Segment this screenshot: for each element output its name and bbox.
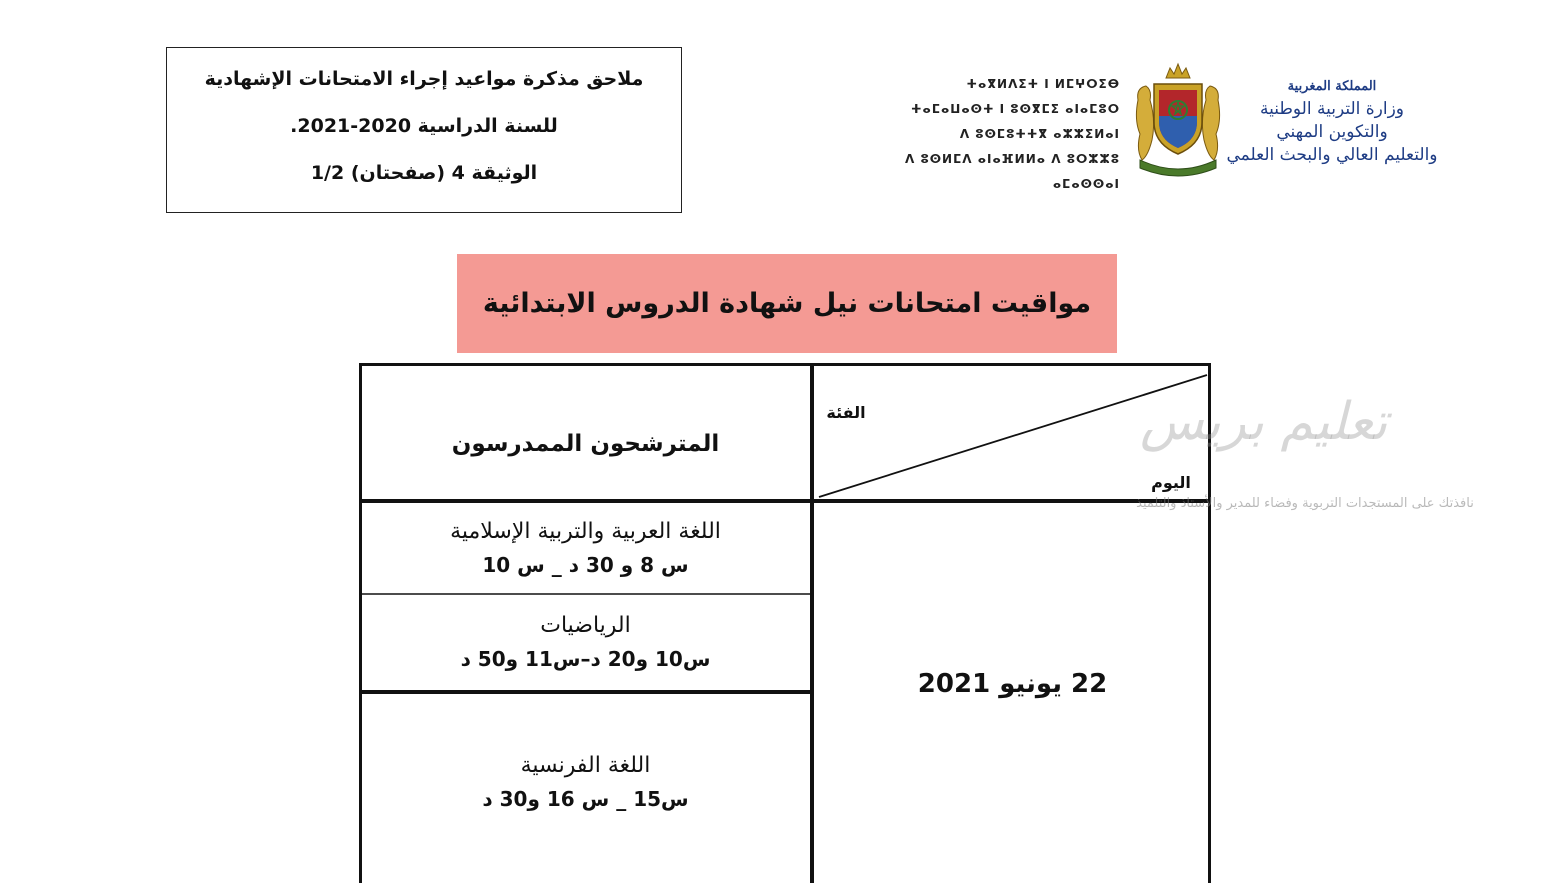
ministry-arabic <box>1212 76 1452 167</box>
subject-name: اللغة الفرنسية <box>359 749 812 783</box>
page-title: مواقيت امتحانات نيل شهادة الدروس الابتدائية <box>457 254 1117 353</box>
watermark-tagline: نافذتك على المستجدات التربوية وفضاء للمدير والأستاذ والتلميذ <box>1110 496 1500 511</box>
annex-title: ملاحق مذكرة مواعيد إجراء الامتحانات الإشهادية <box>167 56 681 103</box>
subject-time: س10 و20 د–س11 و50 د <box>359 643 812 675</box>
tifinagh-line-3: ⴷ ⵓⵙⵎⵓⵜⵜⴳ ⴰⵣⵣⵉⵍⴰⵏ <box>880 122 1120 147</box>
coat-of-arms-icon <box>1132 60 1224 178</box>
ministry-tifinagh <box>880 72 1120 197</box>
ministry-line-3: والتعليم العالي والبحث العلمي <box>1212 144 1452 167</box>
annex-box <box>166 47 682 213</box>
subject-name: الرياضيات <box>359 609 812 643</box>
header-day: اليوم <box>1141 473 1201 492</box>
table-row <box>359 749 812 815</box>
kingdom-name: المملكة المغربية <box>1212 76 1452 98</box>
subject-name: اللغة العربية والتربية الإسلامية <box>359 515 812 549</box>
watermark-logo: تعليم بريس <box>1140 392 1388 452</box>
annex-school-year: للسنة الدراسية 2020-2021. <box>167 103 681 150</box>
table-row <box>359 609 812 675</box>
tifinagh-line-4: ⴷ ⵓⵙⵍⵎⴷ ⴰⵏⴰⴼⵍⵍⴰ ⴷ ⵓⵔⵣⵣⵓ ⴰⵎⴰⵙⵙⴰⵏ <box>880 147 1120 197</box>
subject-time: س15 _ س 16 و30 د <box>359 783 812 815</box>
header-category: الفئة <box>821 403 871 422</box>
annex-document-number: الوثيقة 4 (صفحتان) 1/2 <box>167 150 681 197</box>
table-row <box>359 515 812 581</box>
ministry-line-2: والتكوين المهني <box>1212 121 1452 144</box>
schedule-table <box>359 363 1211 883</box>
subject-time: س 8 و 30 د _ س 10 <box>359 549 812 581</box>
exam-date: 22 يونيو 2021 <box>814 669 1211 699</box>
tifinagh-line-2: ⵜⴰⵎⴰⵡⴰⵙⵜ ⵏ ⵓⵙⴳⵎⵉ ⴰⵏⴰⵎⵓⵔ <box>880 97 1120 122</box>
ministry-line-1: وزارة التربية الوطنية <box>1212 98 1452 121</box>
header-candidates: المترشحون الممدرسون <box>359 431 812 457</box>
tifinagh-line-1: ⵜⴰⴳⵍⴷⵉⵜ ⵏ ⵍⵎⵖⵔⵉⴱ <box>880 72 1120 97</box>
